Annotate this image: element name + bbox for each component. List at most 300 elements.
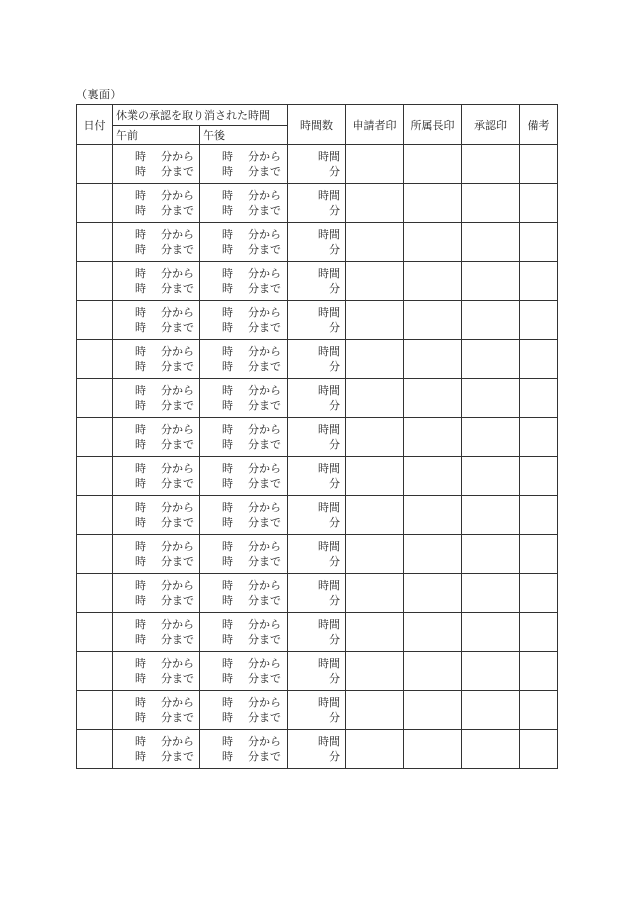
until-label: 分まで bbox=[161, 672, 194, 685]
date-cell[interactable] bbox=[77, 457, 113, 496]
until-label: 分まで bbox=[161, 360, 194, 373]
header-am: 午前 bbox=[113, 126, 200, 145]
hours-cell[interactable] bbox=[288, 613, 346, 652]
hour-label: 時 bbox=[222, 657, 233, 670]
hour-label: 時 bbox=[222, 696, 233, 709]
minutes-unit-label: 分 bbox=[329, 204, 340, 217]
am-time-cell[interactable] bbox=[113, 379, 200, 418]
from-label: 分から bbox=[161, 384, 194, 397]
pm-time-cell[interactable] bbox=[200, 379, 288, 418]
hours-cell[interactable] bbox=[288, 496, 346, 535]
am-time-cell[interactable] bbox=[113, 574, 200, 613]
hours-unit-label: 時間 bbox=[318, 384, 340, 397]
manager-seal-cell[interactable] bbox=[404, 145, 462, 184]
applicant-seal-cell[interactable] bbox=[346, 652, 404, 691]
hour-label: 時 bbox=[222, 399, 233, 412]
table-row bbox=[77, 457, 558, 496]
approval-seal-cell[interactable] bbox=[462, 652, 520, 691]
hours-unit-label: 時間 bbox=[318, 189, 340, 202]
manager-seal-cell[interactable] bbox=[404, 340, 462, 379]
until-label: 分まで bbox=[248, 750, 281, 763]
header-manager-seal: 所属長印 bbox=[404, 105, 462, 145]
from-label: 分から bbox=[248, 423, 281, 436]
table-row bbox=[77, 340, 558, 379]
hour-label: 時 bbox=[135, 243, 146, 256]
from-label: 分から bbox=[161, 423, 194, 436]
hour-label: 時 bbox=[135, 501, 146, 514]
hour-label: 時 bbox=[135, 438, 146, 451]
from-label: 分から bbox=[161, 267, 194, 280]
hour-label: 時 bbox=[222, 165, 233, 178]
until-label: 分まで bbox=[161, 750, 194, 763]
manager-seal-cell[interactable] bbox=[404, 691, 462, 730]
hour-label: 時 bbox=[222, 501, 233, 514]
until-label: 分まで bbox=[248, 165, 281, 178]
until-label: 分まで bbox=[248, 243, 281, 256]
date-cell[interactable] bbox=[77, 379, 113, 418]
until-label: 分まで bbox=[161, 555, 194, 568]
hour-label: 時 bbox=[135, 150, 146, 163]
hour-label: 時 bbox=[135, 657, 146, 670]
from-label: 分から bbox=[248, 735, 281, 748]
am-time-cell[interactable] bbox=[113, 223, 200, 262]
am-time-cell[interactable] bbox=[113, 730, 200, 769]
from-label: 分から bbox=[161, 345, 194, 358]
until-label: 分まで bbox=[248, 321, 281, 334]
remarks-cell[interactable] bbox=[520, 262, 558, 301]
hour-label: 時 bbox=[135, 594, 146, 607]
minutes-unit-label: 分 bbox=[329, 243, 340, 256]
table-row bbox=[77, 574, 558, 613]
am-time-cell[interactable] bbox=[113, 262, 200, 301]
until-label: 分まで bbox=[248, 477, 281, 490]
pm-time-cell[interactable] bbox=[200, 340, 288, 379]
hour-label: 時 bbox=[222, 384, 233, 397]
am-time-cell[interactable] bbox=[113, 613, 200, 652]
hour-label: 時 bbox=[135, 462, 146, 475]
from-label: 分から bbox=[248, 657, 281, 670]
until-label: 分まで bbox=[161, 321, 194, 334]
minutes-unit-label: 分 bbox=[329, 360, 340, 373]
hour-label: 時 bbox=[222, 633, 233, 646]
hour-label: 時 bbox=[135, 228, 146, 241]
manager-seal-cell[interactable] bbox=[404, 613, 462, 652]
am-time-cell[interactable] bbox=[113, 535, 200, 574]
remarks-cell[interactable] bbox=[520, 613, 558, 652]
date-cell[interactable] bbox=[77, 730, 113, 769]
hour-label: 時 bbox=[135, 204, 146, 217]
approval-seal-cell[interactable] bbox=[462, 613, 520, 652]
applicant-seal-cell[interactable] bbox=[346, 730, 404, 769]
from-label: 分から bbox=[248, 189, 281, 202]
hours-cell[interactable] bbox=[288, 574, 346, 613]
until-label: 分まで bbox=[161, 594, 194, 607]
hour-label: 時 bbox=[135, 423, 146, 436]
from-label: 分から bbox=[161, 579, 194, 592]
hour-label: 時 bbox=[222, 345, 233, 358]
from-label: 分から bbox=[161, 540, 194, 553]
from-label: 分から bbox=[248, 267, 281, 280]
hour-label: 時 bbox=[222, 204, 233, 217]
minutes-unit-label: 分 bbox=[329, 672, 340, 685]
hour-label: 時 bbox=[135, 633, 146, 646]
from-label: 分から bbox=[248, 306, 281, 319]
approval-seal-cell[interactable] bbox=[462, 730, 520, 769]
date-cell[interactable] bbox=[77, 613, 113, 652]
minutes-unit-label: 分 bbox=[329, 321, 340, 334]
manager-seal-cell[interactable] bbox=[404, 730, 462, 769]
hour-label: 時 bbox=[135, 618, 146, 631]
remarks-cell[interactable] bbox=[520, 730, 558, 769]
applicant-seal-cell[interactable] bbox=[346, 184, 404, 223]
approval-seal-cell[interactable] bbox=[462, 691, 520, 730]
hours-cell[interactable] bbox=[288, 184, 346, 223]
minutes-unit-label: 分 bbox=[329, 711, 340, 724]
manager-seal-cell[interactable] bbox=[404, 223, 462, 262]
until-label: 分まで bbox=[248, 399, 281, 412]
hours-unit-label: 時間 bbox=[318, 735, 340, 748]
hours-unit-label: 時間 bbox=[318, 696, 340, 709]
hour-label: 時 bbox=[135, 672, 146, 685]
hour-label: 時 bbox=[222, 438, 233, 451]
approval-seal-cell[interactable] bbox=[462, 340, 520, 379]
pm-time-cell[interactable] bbox=[200, 496, 288, 535]
hour-label: 時 bbox=[135, 750, 146, 763]
remarks-cell[interactable] bbox=[520, 496, 558, 535]
until-label: 分まで bbox=[248, 204, 281, 217]
approval-seal-cell[interactable] bbox=[462, 184, 520, 223]
applicant-seal-cell[interactable] bbox=[346, 340, 404, 379]
hour-label: 時 bbox=[135, 345, 146, 358]
table-row bbox=[77, 145, 558, 184]
manager-seal-cell[interactable] bbox=[404, 652, 462, 691]
applicant-seal-cell[interactable] bbox=[346, 496, 404, 535]
remarks-cell[interactable] bbox=[520, 457, 558, 496]
remarks-cell[interactable] bbox=[520, 379, 558, 418]
until-label: 分まで bbox=[161, 282, 194, 295]
approval-seal-cell[interactable] bbox=[462, 262, 520, 301]
date-cell[interactable] bbox=[77, 340, 113, 379]
hours-cell[interactable] bbox=[288, 730, 346, 769]
table-row bbox=[77, 379, 558, 418]
until-label: 分まで bbox=[248, 555, 281, 568]
from-label: 分から bbox=[248, 696, 281, 709]
hour-label: 時 bbox=[222, 321, 233, 334]
date-cell[interactable] bbox=[77, 496, 113, 535]
from-label: 分から bbox=[161, 228, 194, 241]
hour-label: 時 bbox=[222, 282, 233, 295]
table-row bbox=[77, 301, 558, 340]
remarks-cell[interactable] bbox=[520, 535, 558, 574]
applicant-seal-cell[interactable] bbox=[346, 691, 404, 730]
minutes-unit-label: 分 bbox=[329, 399, 340, 412]
from-label: 分から bbox=[248, 150, 281, 163]
until-label: 分まで bbox=[248, 594, 281, 607]
from-label: 分から bbox=[161, 618, 194, 631]
hour-label: 時 bbox=[135, 477, 146, 490]
hours-unit-label: 時間 bbox=[318, 618, 340, 631]
hour-label: 時 bbox=[222, 516, 233, 529]
hour-label: 時 bbox=[135, 579, 146, 592]
from-label: 分から bbox=[161, 189, 194, 202]
applicant-seal-cell[interactable] bbox=[346, 262, 404, 301]
manager-seal-cell[interactable] bbox=[404, 262, 462, 301]
pm-time-cell[interactable] bbox=[200, 418, 288, 457]
until-label: 分まで bbox=[248, 672, 281, 685]
pm-time-cell[interactable] bbox=[200, 535, 288, 574]
am-time-cell[interactable] bbox=[113, 418, 200, 457]
am-time-cell[interactable] bbox=[113, 145, 200, 184]
approval-seal-cell[interactable] bbox=[462, 418, 520, 457]
until-label: 分まで bbox=[161, 633, 194, 646]
hours-unit-label: 時間 bbox=[318, 657, 340, 670]
hours-cell[interactable] bbox=[288, 379, 346, 418]
hour-label: 時 bbox=[135, 321, 146, 334]
until-label: 分まで bbox=[248, 360, 281, 373]
date-cell[interactable] bbox=[77, 301, 113, 340]
hour-label: 時 bbox=[135, 399, 146, 412]
until-label: 分まで bbox=[161, 438, 194, 451]
minutes-unit-label: 分 bbox=[329, 438, 340, 451]
date-cell[interactable] bbox=[77, 184, 113, 223]
manager-seal-cell[interactable] bbox=[404, 535, 462, 574]
pm-time-cell[interactable] bbox=[200, 223, 288, 262]
table-row bbox=[77, 223, 558, 262]
am-time-cell[interactable] bbox=[113, 301, 200, 340]
applicant-seal-cell[interactable] bbox=[346, 535, 404, 574]
hours-unit-label: 時間 bbox=[318, 150, 340, 163]
hours-unit-label: 時間 bbox=[318, 267, 340, 280]
am-time-cell[interactable] bbox=[113, 457, 200, 496]
minutes-unit-label: 分 bbox=[329, 594, 340, 607]
remarks-cell[interactable] bbox=[520, 574, 558, 613]
am-time-cell[interactable] bbox=[113, 691, 200, 730]
remarks-cell[interactable] bbox=[520, 184, 558, 223]
applicant-seal-cell[interactable] bbox=[346, 301, 404, 340]
table-row bbox=[77, 184, 558, 223]
hour-label: 時 bbox=[135, 735, 146, 748]
from-label: 分から bbox=[161, 150, 194, 163]
applicant-seal-cell[interactable] bbox=[346, 418, 404, 457]
remarks-cell[interactable] bbox=[520, 652, 558, 691]
until-label: 分まで bbox=[161, 399, 194, 412]
table-row bbox=[77, 262, 558, 301]
pm-time-cell[interactable] bbox=[200, 652, 288, 691]
hour-label: 時 bbox=[222, 672, 233, 685]
hour-label: 時 bbox=[135, 282, 146, 295]
pm-time-cell[interactable] bbox=[200, 574, 288, 613]
hour-label: 時 bbox=[135, 711, 146, 724]
am-time-cell[interactable] bbox=[113, 496, 200, 535]
hours-unit-label: 時間 bbox=[318, 345, 340, 358]
minutes-unit-label: 分 bbox=[329, 477, 340, 490]
table-row bbox=[77, 691, 558, 730]
hours-cell[interactable] bbox=[288, 145, 346, 184]
pm-time-cell[interactable] bbox=[200, 184, 288, 223]
hours-unit-label: 時間 bbox=[318, 228, 340, 241]
from-label: 分から bbox=[161, 306, 194, 319]
table-row bbox=[77, 652, 558, 691]
hour-label: 時 bbox=[222, 306, 233, 319]
hours-cell[interactable] bbox=[288, 652, 346, 691]
hour-label: 時 bbox=[222, 594, 233, 607]
pm-time-cell[interactable] bbox=[200, 262, 288, 301]
date-cell[interactable] bbox=[77, 691, 113, 730]
hours-unit-label: 時間 bbox=[318, 501, 340, 514]
hour-label: 時 bbox=[222, 711, 233, 724]
hour-label: 時 bbox=[135, 165, 146, 178]
hour-label: 時 bbox=[222, 555, 233, 568]
pm-time-cell[interactable] bbox=[200, 730, 288, 769]
until-label: 分まで bbox=[248, 711, 281, 724]
hours-cell[interactable] bbox=[288, 691, 346, 730]
remarks-cell[interactable] bbox=[520, 145, 558, 184]
am-time-cell[interactable] bbox=[113, 340, 200, 379]
hour-label: 時 bbox=[135, 306, 146, 319]
remarks-cell[interactable] bbox=[520, 340, 558, 379]
remarks-cell[interactable] bbox=[520, 301, 558, 340]
pm-time-cell[interactable] bbox=[200, 145, 288, 184]
header-remarks: 備考 bbox=[520, 105, 558, 145]
until-label: 分まで bbox=[161, 243, 194, 256]
manager-seal-cell[interactable] bbox=[404, 457, 462, 496]
hour-label: 時 bbox=[222, 150, 233, 163]
applicant-seal-cell[interactable] bbox=[346, 613, 404, 652]
hours-cell[interactable] bbox=[288, 418, 346, 457]
manager-seal-cell[interactable] bbox=[404, 379, 462, 418]
hour-label: 時 bbox=[135, 540, 146, 553]
approval-seal-cell[interactable] bbox=[462, 379, 520, 418]
hours-cell[interactable] bbox=[288, 301, 346, 340]
hour-label: 時 bbox=[135, 384, 146, 397]
hours-unit-label: 時間 bbox=[318, 540, 340, 553]
hours-cell[interactable] bbox=[288, 340, 346, 379]
from-label: 分から bbox=[248, 228, 281, 241]
date-cell[interactable] bbox=[77, 535, 113, 574]
until-label: 分まで bbox=[161, 711, 194, 724]
header-applicant-seal: 申請者印 bbox=[346, 105, 404, 145]
hour-label: 時 bbox=[135, 696, 146, 709]
approval-seal-cell[interactable] bbox=[462, 223, 520, 262]
from-label: 分から bbox=[161, 501, 194, 514]
table-row bbox=[77, 613, 558, 652]
applicant-seal-cell[interactable] bbox=[346, 457, 404, 496]
pm-time-cell[interactable] bbox=[200, 457, 288, 496]
hours-unit-label: 時間 bbox=[318, 423, 340, 436]
from-label: 分から bbox=[248, 462, 281, 475]
date-cell[interactable] bbox=[77, 145, 113, 184]
approval-seal-cell[interactable] bbox=[462, 457, 520, 496]
minutes-unit-label: 分 bbox=[329, 516, 340, 529]
minutes-unit-label: 分 bbox=[329, 555, 340, 568]
manager-seal-cell[interactable] bbox=[404, 574, 462, 613]
until-label: 分まで bbox=[161, 204, 194, 217]
pm-time-cell[interactable] bbox=[200, 301, 288, 340]
until-label: 分まで bbox=[161, 165, 194, 178]
applicant-seal-cell[interactable] bbox=[346, 379, 404, 418]
table-row bbox=[77, 535, 558, 574]
date-cell[interactable] bbox=[77, 418, 113, 457]
hours-cell[interactable] bbox=[288, 223, 346, 262]
hours-unit-label: 時間 bbox=[318, 306, 340, 319]
approval-seal-cell[interactable] bbox=[462, 301, 520, 340]
from-label: 分から bbox=[248, 384, 281, 397]
applicant-seal-cell[interactable] bbox=[346, 145, 404, 184]
from-label: 分から bbox=[248, 501, 281, 514]
approval-seal-cell[interactable] bbox=[462, 535, 520, 574]
minutes-unit-label: 分 bbox=[329, 750, 340, 763]
hour-label: 時 bbox=[222, 228, 233, 241]
header-cancelled-time: 休業の承認を取り消された時間 bbox=[113, 105, 288, 126]
hour-label: 時 bbox=[222, 360, 233, 373]
hours-cell[interactable] bbox=[288, 535, 346, 574]
table-row bbox=[77, 496, 558, 535]
hour-label: 時 bbox=[135, 516, 146, 529]
date-cell[interactable] bbox=[77, 223, 113, 262]
hour-label: 時 bbox=[135, 360, 146, 373]
hour-label: 時 bbox=[222, 618, 233, 631]
hour-label: 時 bbox=[222, 423, 233, 436]
remarks-cell[interactable] bbox=[520, 691, 558, 730]
header-pm: 午後 bbox=[200, 126, 288, 145]
date-cell[interactable] bbox=[77, 574, 113, 613]
hour-label: 時 bbox=[135, 267, 146, 280]
until-label: 分まで bbox=[248, 633, 281, 646]
manager-seal-cell[interactable] bbox=[404, 301, 462, 340]
hour-label: 時 bbox=[222, 243, 233, 256]
hours-cell[interactable] bbox=[288, 262, 346, 301]
minutes-unit-label: 分 bbox=[329, 282, 340, 295]
hour-label: 時 bbox=[222, 735, 233, 748]
from-label: 分から bbox=[161, 696, 194, 709]
hours-cell[interactable] bbox=[288, 457, 346, 496]
am-time-cell[interactable] bbox=[113, 184, 200, 223]
manager-seal-cell[interactable] bbox=[404, 496, 462, 535]
manager-seal-cell[interactable] bbox=[404, 418, 462, 457]
date-cell[interactable] bbox=[77, 262, 113, 301]
hour-label: 時 bbox=[135, 555, 146, 568]
hours-unit-label: 時間 bbox=[318, 579, 340, 592]
date-cell[interactable] bbox=[77, 652, 113, 691]
approval-seal-cell[interactable] bbox=[462, 496, 520, 535]
remarks-cell[interactable] bbox=[520, 418, 558, 457]
page-side-label: （裏面） bbox=[76, 88, 122, 101]
until-label: 分まで bbox=[248, 516, 281, 529]
approval-seal-cell[interactable] bbox=[462, 145, 520, 184]
remarks-cell[interactable] bbox=[520, 223, 558, 262]
from-label: 分から bbox=[248, 345, 281, 358]
applicant-seal-cell[interactable] bbox=[346, 574, 404, 613]
pm-time-cell[interactable] bbox=[200, 613, 288, 652]
table-row bbox=[77, 730, 558, 769]
leave-cancellation-table bbox=[76, 104, 558, 769]
approval-seal-cell[interactable] bbox=[462, 574, 520, 613]
from-label: 分から bbox=[248, 618, 281, 631]
am-time-cell[interactable] bbox=[113, 652, 200, 691]
hour-label: 時 bbox=[222, 267, 233, 280]
pm-time-cell[interactable] bbox=[200, 691, 288, 730]
until-label: 分まで bbox=[248, 438, 281, 451]
from-label: 分から bbox=[161, 657, 194, 670]
header-date: 日付 bbox=[77, 105, 113, 145]
applicant-seal-cell[interactable] bbox=[346, 223, 404, 262]
from-label: 分から bbox=[161, 462, 194, 475]
table-row bbox=[77, 418, 558, 457]
manager-seal-cell[interactable] bbox=[404, 184, 462, 223]
until-label: 分まで bbox=[161, 516, 194, 529]
from-label: 分から bbox=[161, 735, 194, 748]
hour-label: 時 bbox=[222, 579, 233, 592]
